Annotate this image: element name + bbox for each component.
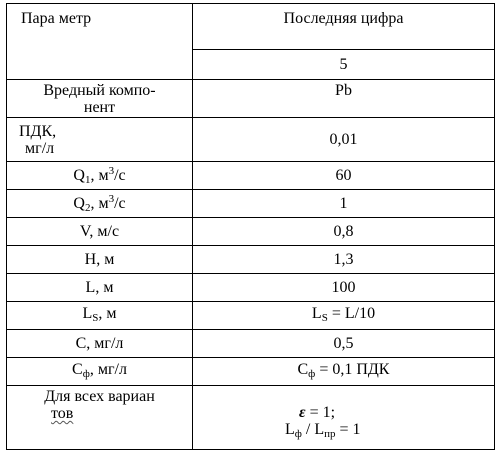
row-value-cell <box>193 218 495 246</box>
row-label-cell <box>7 80 193 118</box>
row-value: 0,8 <box>333 223 354 240</box>
row-label-cell <box>7 246 193 274</box>
row-value: C <box>297 360 309 378</box>
row-value-cell <box>193 162 495 190</box>
table-row <box>7 162 495 190</box>
row-label-cell <box>7 162 193 190</box>
ratio-symbol: L <box>285 421 295 438</box>
table-row <box>7 358 495 386</box>
row-value: 0,5 <box>333 335 354 352</box>
parameters-table <box>6 3 495 450</box>
row-value-cell <box>193 274 495 302</box>
digit-value: 5 <box>339 56 348 73</box>
row-label: Вредный компо- <box>43 81 156 99</box>
row-value: 1 <box>339 195 348 212</box>
row-label-unit: , м <box>90 166 109 184</box>
digit-header-cell <box>193 4 495 50</box>
row-label: ПДК, <box>19 122 57 140</box>
table-row <box>7 190 495 218</box>
footer-label: тов <box>51 405 74 422</box>
row-label-cell <box>7 302 193 330</box>
row-value: Pb <box>335 82 352 99</box>
row-value: 100 <box>331 279 356 296</box>
row-label-cell <box>7 218 193 246</box>
row-label-sub: 1 <box>84 173 91 186</box>
row-value-cell <box>193 358 495 386</box>
row-label-sup: 3 <box>108 164 115 177</box>
table-row <box>7 118 495 162</box>
row-label-cell <box>7 358 193 386</box>
row-label: L <box>82 304 93 322</box>
row-label: H, м <box>84 251 115 268</box>
row-value-rest: = L/10 <box>327 304 376 322</box>
row-value-cell <box>193 190 495 218</box>
epsilon-value: = 1; <box>305 404 336 421</box>
row-label-sub: 2 <box>84 201 91 214</box>
table-row <box>7 218 495 246</box>
row-label: L, м <box>85 279 114 296</box>
row-value-cell <box>193 80 495 118</box>
ratio-sub: пр <box>324 428 336 440</box>
table-row <box>7 302 495 330</box>
digit-header-label: Последняя цифра <box>283 10 404 27</box>
row-value-sub: S <box>321 311 328 324</box>
row-value-rest: = 0,1 ПДК <box>315 360 390 378</box>
row-label: C <box>72 360 83 378</box>
row-value: 60 <box>335 167 352 184</box>
footer-value-cell <box>193 386 495 450</box>
row-label: V, м/с <box>79 223 120 240</box>
row-label-cell <box>7 274 193 302</box>
table-row <box>7 246 495 274</box>
row-value: 0,01 <box>329 131 358 148</box>
digit-value-cell <box>193 50 495 80</box>
row-label: нент <box>83 98 116 116</box>
row-label-unit: , м <box>90 194 109 212</box>
row-label-cell <box>7 330 193 358</box>
row-label-cell <box>7 118 193 162</box>
row-label-unit: /с <box>114 166 126 184</box>
row-label-unit: , м <box>98 304 117 322</box>
row-label: мг/л <box>25 139 55 157</box>
row-value-cell <box>193 330 495 358</box>
row-value: L <box>311 304 322 322</box>
row-value-cell <box>193 302 495 330</box>
row-label-sup: 3 <box>108 192 115 205</box>
table-row <box>7 330 495 358</box>
ratio-mid: / L <box>301 421 325 438</box>
param-header-label: Пара метр <box>21 10 92 27</box>
footer-label-cell <box>7 386 193 450</box>
ratio-value: = 1 <box>335 421 361 438</box>
table-row <box>7 274 495 302</box>
footer-label: Для всех вариан <box>44 388 155 405</box>
row-label: Q <box>73 166 85 184</box>
row-value-cell <box>193 118 495 162</box>
row-label-sub: S <box>92 311 99 324</box>
row-label-sub: ф <box>82 367 90 380</box>
row-value: 1,3 <box>333 251 354 268</box>
epsilon-symbol: ε <box>299 404 306 421</box>
table-row <box>7 80 495 118</box>
row-label: C, мг/л <box>75 335 124 352</box>
row-value-sub: ф <box>308 367 316 380</box>
ratio-sub: ф <box>294 428 302 440</box>
row-label-cell <box>7 190 193 218</box>
row-label-unit: , мг/л <box>89 360 127 378</box>
footer-row <box>7 386 495 450</box>
epsilon-line <box>193 404 494 421</box>
ratio-line <box>193 421 494 443</box>
row-label-unit: /с <box>114 194 126 212</box>
footer-label-wrap <box>7 405 192 422</box>
row-value-cell <box>193 246 495 274</box>
param-header-cell <box>7 4 193 80</box>
header-row <box>7 4 495 50</box>
row-label: Q <box>73 194 85 212</box>
